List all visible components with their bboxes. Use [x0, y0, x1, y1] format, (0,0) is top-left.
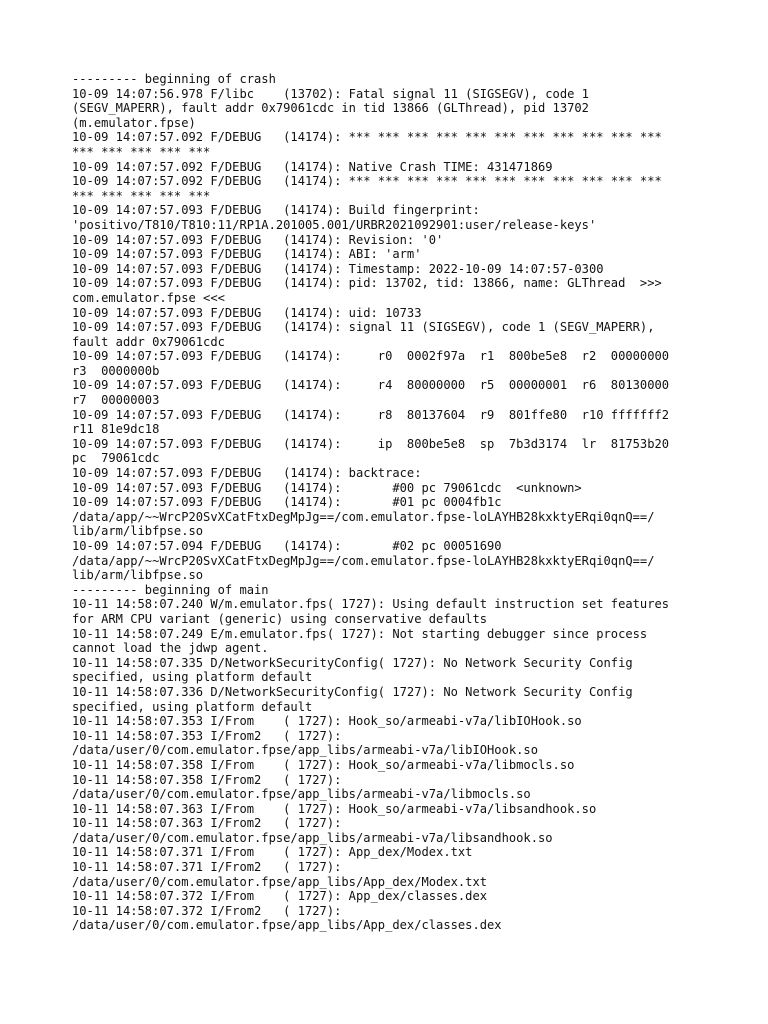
log-line: /data/user/0/com.emulator.fpse/app_libs/armeabi-v7a/libmocls.so	[72, 787, 531, 802]
log-line: 10-09 14:07:57.093 F/DEBUG (14174): r4 80000000 r5 00000001 r6 80130000	[72, 378, 670, 393]
log-line: 10-09 14:07:57.093 F/DEBUG (14174): ABI: 'arm'	[72, 247, 422, 262]
log-line: /data/user/0/com.emulator.fpse/app_libs/App_dex/classes.dex	[72, 918, 502, 933]
log-line: /data/user/0/com.emulator.fpse/app_libs/App_dex/Modex.txt	[72, 874, 488, 889]
log-line: lib/arm/libfpse.so	[72, 524, 204, 539]
log-line: 10-11 14:58:07.363 I/From2 ( 1727):	[72, 816, 342, 831]
log-line: *** *** *** *** ***	[72, 188, 211, 203]
log-line: 10-11 14:58:07.358 I/From2 ( 1727):	[72, 772, 342, 787]
log-line: 10-09 14:07:57.093 F/DEBUG (14174): r8 80137604 r9 801ffe80 r10 fffffff2	[72, 407, 670, 422]
log-line: --------- beginning of crash	[72, 72, 276, 86]
log-line: 10-09 14:07:57.093 F/DEBUG (14174): Build fingerprint:	[72, 203, 480, 218]
log-line: /data/app/~~WrcP20SvXCatFtxDegMpJg==/com.emulator.fpse-loLAYHB28kxktyERqi0qnQ==/	[72, 509, 655, 524]
log-line: specified, using platform default	[72, 670, 313, 685]
log-line: 10-11 14:58:07.363 I/From ( 1727): Hook_so/armeabi-v7a/libsandhook.so	[72, 801, 597, 816]
log-line: 10-09 14:07:57.093 F/DEBUG (14174): #00 pc 79061cdc <unknown>	[72, 480, 582, 495]
log-line: lib/arm/libfpse.so	[72, 568, 204, 583]
log-line: 10-11 14:58:07.353 I/From2 ( 1727):	[72, 728, 342, 743]
log-line: for ARM CPU variant (generic) using conservative defaults	[72, 611, 488, 626]
log-line: 10-11 14:58:07.371 I/From2 ( 1727):	[72, 860, 342, 875]
log-line: r3 0000000b	[72, 363, 160, 378]
log-line: 10-09 14:07:56.978 F/libc (13702): Fatal signal 11 (SIGSEGV), code 1	[72, 86, 589, 101]
log-line: /data/user/0/com.emulator.fpse/app_libs/armeabi-v7a/libIOHook.so	[72, 743, 538, 758]
log-line: 10-11 14:58:07.249 E/m.emulator.fps( 1727): Not starting debugger since process	[72, 626, 648, 641]
log-line: /data/user/0/com.emulator.fpse/app_libs/armeabi-v7a/libsandhook.so	[72, 830, 553, 845]
log-line: /data/app/~~WrcP20SvXCatFtxDegMpJg==/com.emulator.fpse-loLAYHB28kxktyERqi0qnQ==/	[72, 553, 655, 568]
log-line: 10-11 14:58:07.336 D/NetworkSecurityConfig( 1727): No Network Security Config	[72, 684, 633, 699]
log-line: 10-11 14:58:07.240 W/m.emulator.fps( 1727): Using default instruction set features	[72, 597, 670, 612]
log-line: 10-11 14:58:07.358 I/From ( 1727): Hook_so/armeabi-v7a/libmocls.so	[72, 757, 575, 772]
log-line: r11 81e9dc18	[72, 422, 160, 437]
log-line: (m.emulator.fpse)	[72, 115, 196, 130]
log-line: com.emulator.fpse <<<	[72, 290, 225, 305]
log-line: 10-09 14:07:57.092 F/DEBUG (14174): Native Crash TIME: 431471869	[72, 159, 553, 174]
log-line: 10-09 14:07:57.093 F/DEBUG (14174): #01 pc 0004fb1c	[72, 495, 502, 510]
log-line: 10-09 14:07:57.093 F/DEBUG (14174): uid: 10733	[72, 305, 422, 320]
log-line: r7 00000003	[72, 393, 160, 408]
log-line: 10-11 14:58:07.371 I/From ( 1727): App_dex/Modex.txt	[72, 845, 473, 860]
log-line: 10-09 14:07:57.093 F/DEBUG (14174): signal 11 (SIGSEGV), code 1 (SEGV_MAPERR),	[72, 320, 655, 335]
log-line: 10-11 14:58:07.372 I/From ( 1727): App_dex/classes.dex	[72, 889, 488, 904]
log-line: 10-11 14:58:07.335 D/NetworkSecurityConfig( 1727): No Network Security Config	[72, 655, 633, 670]
log-line: 10-11 14:58:07.353 I/From ( 1727): Hook_so/armeabi-v7a/libIOHook.so	[72, 714, 582, 729]
log-line: 10-09 14:07:57.093 F/DEBUG (14174): Timestamp: 2022-10-09 14:07:57-0300	[72, 261, 604, 276]
log-line: --------- beginning of main	[72, 582, 269, 597]
log-line: 10-09 14:07:57.094 F/DEBUG (14174): #02 pc 00051690	[72, 539, 502, 553]
log-line: specified, using platform default	[72, 699, 313, 714]
log-line: 10-09 14:07:57.092 F/DEBUG (14174): *** *** *** *** *** *** *** *** *** *** ***	[72, 174, 662, 189]
log-line: fault addr 0x79061cdc	[72, 334, 225, 349]
log-line: *** *** *** *** ***	[72, 144, 211, 159]
log-line: 10-09 14:07:57.093 F/DEBUG (14174): Revision: '0'	[72, 232, 444, 247]
log-line: 10-09 14:07:57.092 F/DEBUG (14174): *** *** *** *** *** *** *** *** *** *** ***	[72, 130, 662, 145]
crash-log-text	[72, 72, 712, 933]
log-line: 10-09 14:07:57.093 F/DEBUG (14174): ip 800be5e8 sp 7b3d3174 lr 81753b20	[72, 436, 670, 451]
log-line: 'positivo/T810/T810:11/RP1A.201005.001/URBR2021092901:user/release-keys'	[72, 217, 597, 232]
log-line: 10-09 14:07:57.093 F/DEBUG (14174): r0 0002f97a r1 800be5e8 r2 00000000	[72, 349, 670, 364]
log-line: 10-11 14:58:07.372 I/From2 ( 1727):	[72, 903, 342, 918]
log-line: (SEGV_MAPERR), fault addr 0x79061cdc in tid 13866 (GLThread), pid 13702	[72, 101, 589, 116]
log-line: 10-09 14:07:57.093 F/DEBUG (14174): backtrace:	[72, 466, 422, 481]
log-line: 10-09 14:07:57.093 F/DEBUG (14174): pid: 13702, tid: 13866, name: GLThread >>>	[72, 276, 662, 291]
log-line: pc 79061cdc	[72, 451, 160, 466]
log-line: cannot load the jdwp agent.	[72, 641, 269, 656]
